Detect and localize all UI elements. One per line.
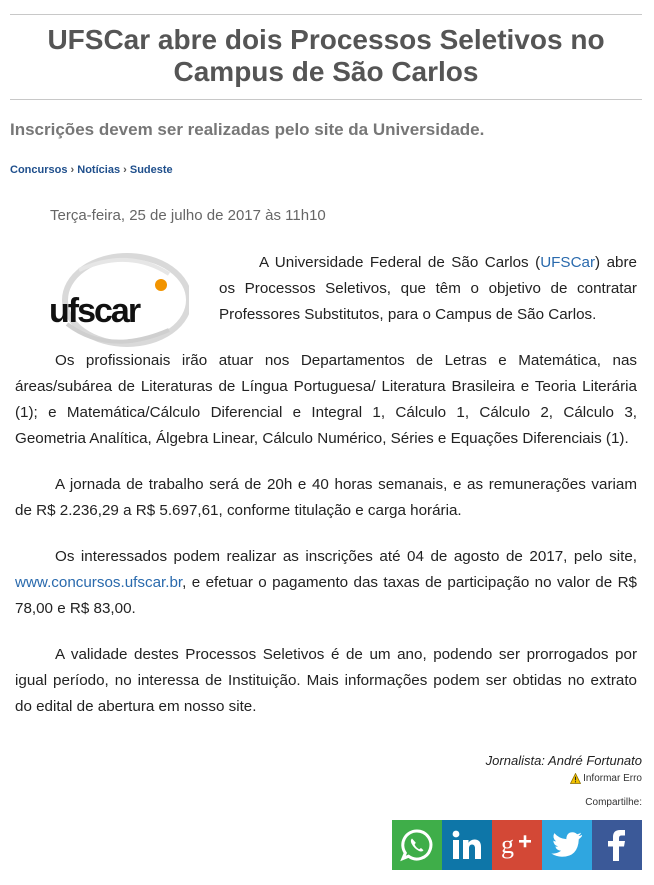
ufscar-logo-image [49,252,189,348]
p4-text-after: , e efetuar o pagamento das taxas de participação no valor de R$ 78,00 e R$ 83,00. [15,574,637,617]
facebook-icon [606,829,628,861]
ufscar-link[interactable]: UFSCar [540,254,596,271]
share-label: Compartilhe: [585,797,642,808]
p2-text: Os profissionais irão atuar nos Departamentos de Letras e Matemática, nas áreas/subárea de Literaturas de Língua Portuguesa/ Literatura Brasileira e Teoria Literária (1); e Matemática/Cálculo Diferencial e Integral 1, Cálculo 1, Cálculo 2, Cálculo 3, Geometria Analítica, Álgebra Linear, Cálculo Numérico, Séries e Equações Diferenciais (1). [15,352,637,447]
paragraph-departments [15,348,637,452]
facebook-share-button[interactable] [592,820,642,870]
report-error-label: Informar Erro [583,773,642,784]
page-subtitle: Inscrições devem ser realizadas pelo site da Universidade. [10,120,485,139]
breadcrumb-concursos[interactable]: Concursos [10,164,68,176]
warning-icon [570,773,581,784]
linkedin-share-button[interactable] [442,820,492,870]
linkedin-icon [451,829,483,861]
paragraph-registration [15,544,637,622]
breadcrumb [10,164,173,176]
whatsapp-icon [400,828,434,862]
page-title: UFSCar abre dois Processos Seletivos no Campus de São Carlos [47,24,605,87]
paragraph-workload: A jornada de trabalho será de 20h e 40 horas semanais, e as remunerações variam de R$ 2.236,29 a R$ 5.697,61, conforme titulação e carga horária. [15,476,637,519]
paragraph-validity: A validade destes Processos Seletivos é de um ano, podendo ser prorrogados por igual período, no interessa de Instituição. Mais informações podem ser obtidas no extrato do edital de abertura em nosso site. [15,646,637,715]
twitter-icon [551,831,583,859]
ufscar-logo [49,252,189,348]
concursos-site-link[interactable]: www.concursos.ufscar.br [15,574,183,591]
logo-wordmark: ufscar [49,292,140,330]
breadcrumb-noticias[interactable]: Notícias [77,164,121,176]
title-divider [10,99,642,100]
journalist-byline: Jornalista: André Fortunato [485,753,642,768]
publish-date: Terça-feira, 25 de julho de 2017 às 11h10 [50,207,326,224]
breadcrumb-separator: › [70,164,75,176]
article-body [15,250,637,740]
twitter-share-button[interactable] [542,820,592,870]
share-bar [392,820,642,870]
breadcrumb-separator: › [123,164,127,176]
breadcrumb-sudeste[interactable]: Sudeste [129,164,173,176]
top-divider [10,14,642,15]
p1-text-before: A Universidade Federal de São Carlos ( [259,254,541,271]
whatsapp-share-button[interactable] [392,820,442,870]
report-error-link[interactable] [570,773,642,784]
p4-text-before: Os interessados podem realizar as inscrições até 04 de agosto de 2017, pelo site, [55,548,637,565]
svg-text:g: g [501,830,514,859]
p1-text-after: ) abre os Processos Seletivos, que têm o objetivo de contratar Professores Substitutos, para o Campus de São Carlos. [219,254,637,323]
google-plus-icon [500,830,534,860]
google-plus-share-button[interactable] [492,820,542,870]
